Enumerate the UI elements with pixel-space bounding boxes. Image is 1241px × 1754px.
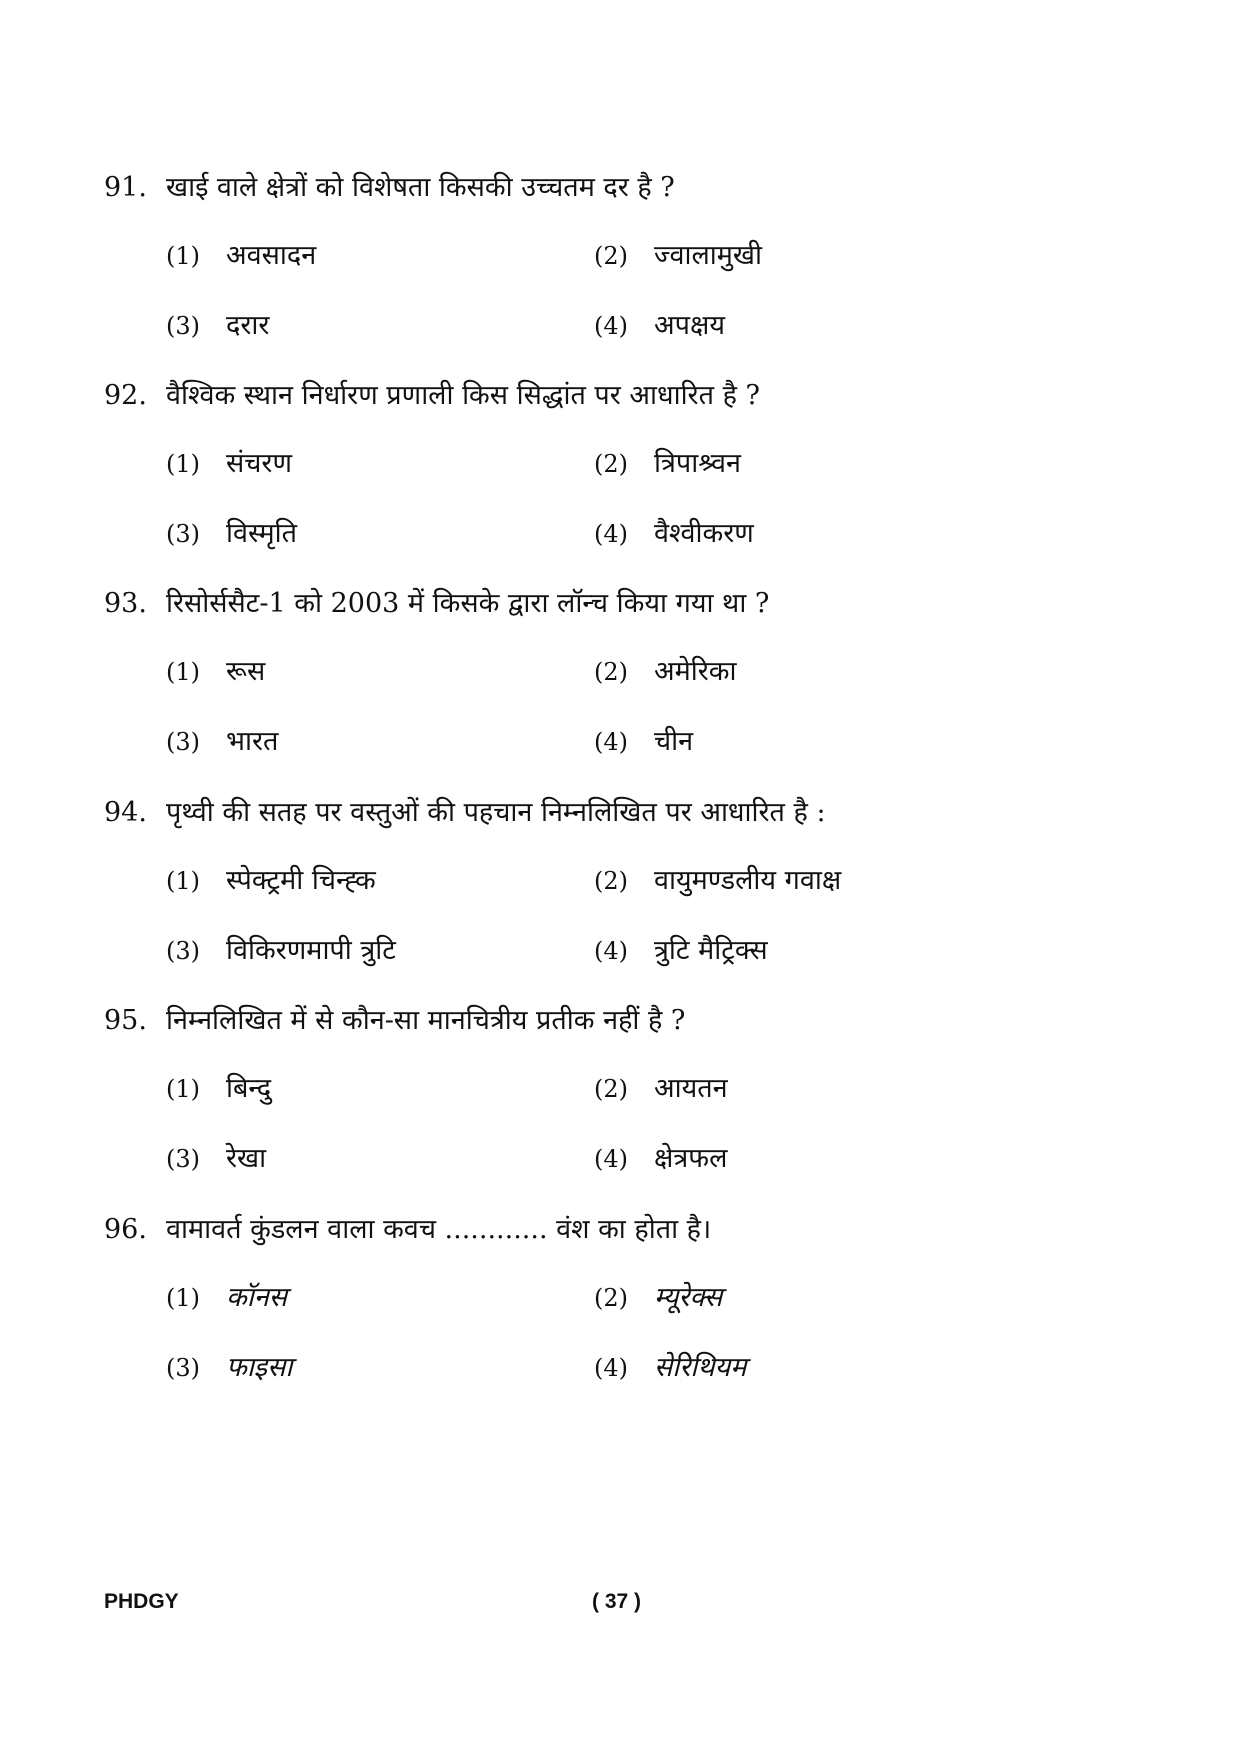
option-text: विस्मृति (226, 518, 298, 549)
option-text: फाइसा (226, 1352, 293, 1383)
question-92 (104, 378, 1144, 549)
option-text: त्रुटि मैट्रिक्स (654, 935, 768, 966)
option-4 (594, 308, 725, 344)
option-1 (166, 446, 292, 482)
option-number: (2) (594, 1284, 628, 1312)
option-1 (166, 238, 316, 274)
option-2 (594, 1071, 728, 1107)
question-number: 96. (104, 1214, 147, 1245)
option-number: (2) (594, 242, 628, 270)
option-4 (594, 724, 693, 760)
question-text: खाई वाले क्षेत्रों को विशेषता किसकी उच्चतम दर है ? (166, 172, 675, 203)
option-number: (2) (594, 1075, 628, 1103)
option-1 (166, 863, 376, 899)
option-text: रेखा (226, 1143, 267, 1174)
option-2 (594, 238, 762, 274)
option-number: (1) (166, 450, 200, 478)
option-number: (1) (166, 242, 200, 270)
option-text: म्यूरेक्स (654, 1282, 723, 1313)
page-footer (104, 1590, 1144, 1624)
option-2 (594, 863, 841, 899)
option-2 (594, 654, 737, 690)
option-text: कॉनस (226, 1282, 287, 1313)
option-number: (4) (594, 1145, 628, 1173)
option-number: (3) (166, 728, 200, 756)
question-number: 95. (104, 1005, 147, 1036)
option-3 (166, 724, 278, 760)
option-text: वायुमण्डलीय गवाक्ष (654, 865, 842, 896)
option-text: विकिरणमापी त्रुटि (226, 935, 396, 966)
option-number: (2) (594, 867, 628, 895)
page-number: ( 37 ) (592, 1590, 642, 1613)
option-number: (4) (594, 1354, 628, 1382)
option-4 (594, 933, 768, 969)
question-94 (104, 795, 1144, 966)
question-text: वैश्विक स्थान निर्धारण प्रणाली किस सिद्धांत पर आधारित है ? (166, 380, 760, 411)
option-number: (1) (166, 1075, 200, 1103)
option-number: (4) (594, 937, 628, 965)
option-1 (166, 1280, 287, 1316)
option-text: वैश्वीकरण (654, 518, 754, 549)
question-95 (104, 1003, 1144, 1174)
option-text: संचरण (226, 448, 292, 479)
option-number: (4) (594, 520, 628, 548)
option-3 (166, 1141, 266, 1177)
option-text: ज्वालामुखी (654, 240, 762, 271)
option-text: स्पेक्ट्रमी चिन्ह्क (226, 865, 376, 896)
question-96 (104, 1212, 1144, 1383)
option-number: (2) (594, 450, 628, 478)
option-text: सेरिथियम (654, 1352, 747, 1383)
option-text: रूस (226, 656, 266, 687)
option-4 (594, 516, 754, 552)
option-text: क्षेत्रफल (654, 1143, 728, 1174)
question-number: 93. (104, 588, 147, 619)
option-3 (166, 516, 297, 552)
option-number: (3) (166, 1145, 200, 1173)
option-text: अपक्षय (654, 310, 725, 341)
option-number: (2) (594, 658, 628, 686)
question-number: 91. (104, 172, 147, 203)
option-text: बिन्दु (226, 1073, 272, 1104)
option-3 (166, 308, 269, 344)
paper-code: PHDGY (104, 1590, 179, 1613)
option-4 (594, 1350, 746, 1386)
question-number: 94. (104, 797, 147, 828)
option-number: (3) (166, 1354, 200, 1382)
question-text: वामावर्त कुंडलन वाला कवच ............ वंश का होता है। (166, 1214, 712, 1245)
question-93 (104, 586, 1144, 757)
option-number: (1) (166, 1284, 200, 1312)
option-number: (3) (166, 312, 200, 340)
question-text: पृथ्वी की सतह पर वस्तुओं की पहचान निम्नलिखित पर आधारित है : (166, 797, 826, 828)
option-text: अमेरिका (654, 656, 737, 687)
question-number: 92. (104, 380, 147, 411)
option-text: चीन (654, 726, 694, 757)
option-4 (594, 1141, 727, 1177)
option-number: (1) (166, 867, 200, 895)
option-3 (166, 1350, 292, 1386)
option-1 (166, 654, 265, 690)
option-text: अवसादन (226, 240, 317, 271)
option-text: त्रिपाश्र्वन (654, 448, 742, 479)
option-2 (594, 1280, 722, 1316)
option-number: (1) (166, 658, 200, 686)
option-2 (594, 446, 741, 482)
option-number: (3) (166, 937, 200, 965)
option-number: (4) (594, 728, 628, 756)
option-3 (166, 933, 396, 969)
question-text: रिसोर्ससैट-1 को 2003 में किसके द्वारा लॉन्च किया गया था ? (166, 588, 770, 619)
option-text: आयतन (654, 1073, 728, 1104)
question-text: निम्नलिखित में से कौन-सा मानचित्रीय प्रतीक नहीं है ? (166, 1005, 686, 1036)
option-number: (4) (594, 312, 628, 340)
option-number: (3) (166, 520, 200, 548)
option-text: दरार (226, 310, 270, 341)
question-91 (104, 170, 1144, 341)
option-1 (166, 1071, 271, 1107)
option-text: भारत (226, 726, 279, 757)
